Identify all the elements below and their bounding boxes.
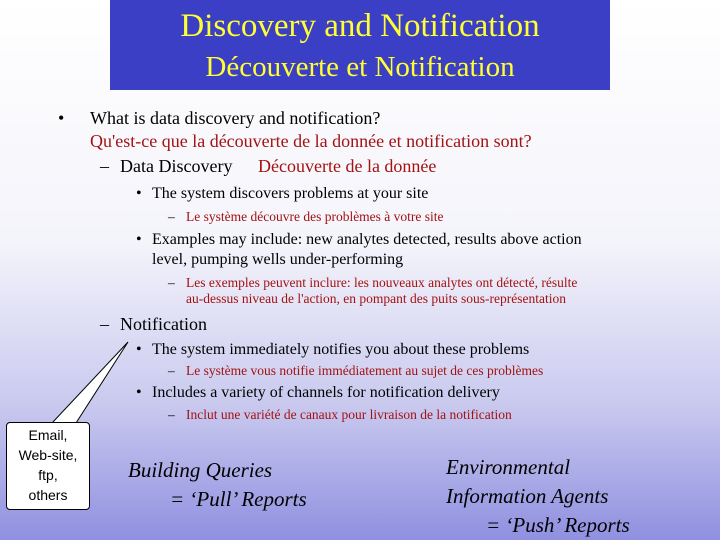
delivery-channels-callout [6, 422, 90, 510]
env-agents-line3: = ‘Push’ Reports [486, 513, 630, 537]
env-agents-line2: Information Agents [446, 484, 609, 508]
discovery-point-2-en-line1: Examples may include: new analytes detected, results above action [152, 231, 582, 248]
callout-line-website: Web-site, [18, 447, 78, 463]
notification-point-2-en: Includes a variety of channels for notification delivery [152, 384, 500, 401]
notification-en: Notification [120, 314, 207, 334]
notification-point-2-fr: Inclut une variété de canaux pour livraison de la notification [186, 407, 512, 422]
data-discovery-en: Data Discovery [120, 156, 233, 176]
main-question-fr: Qu'est-ce que la découverte de la donnée et notification sont? [90, 131, 532, 151]
dash-marker: – [100, 314, 109, 334]
building-queries-line1: Building Queries [128, 458, 273, 482]
env-agents-line1: Environmental [446, 455, 571, 479]
discovery-point-1-fr: Le système découvre des problèmes à votre site [186, 209, 444, 224]
title-french: Découverte et Notification [205, 51, 515, 83]
discovery-point-2-fr-line1: Les exemples peuvent inclure: les nouveaux analytes ont détecté, résulte [186, 275, 578, 290]
notification-point-1-fr: Le système vous notifie immédiatement au sujet de ces problèmes [186, 363, 544, 378]
dash-marker: – [100, 156, 109, 176]
dash-marker: – [168, 363, 175, 378]
callout-line-email: Email, [28, 427, 68, 443]
callout-line-ftp: ftp, [38, 467, 58, 483]
bullet-marker: • [136, 185, 142, 202]
discovery-point-2-fr-line2: au-dessus niveau de l'action, en pompant des puits sous-représentation [186, 291, 566, 306]
bullet-marker: • [136, 231, 142, 248]
dash-marker: – [168, 209, 175, 224]
bullet-marker: • [136, 341, 142, 358]
dash-marker: – [168, 275, 175, 290]
title-banner [110, 0, 610, 90]
notification-point-1-en: The system immediately notifies you about these problems [152, 341, 530, 358]
data-discovery-fr: Découverte de la donnée [258, 156, 437, 176]
discovery-point-2-en-line2: level, pumping wells under-performing [152, 251, 404, 268]
title-english: Discovery and Notification [180, 8, 540, 44]
callout-line-others: others [28, 487, 68, 503]
bullet-marker: • [136, 384, 142, 401]
bullet-marker: • [58, 108, 65, 128]
building-queries-line2: = ‘Pull’ Reports [170, 487, 307, 511]
dash-marker: – [168, 407, 175, 422]
discovery-point-1-en: The system discovers problems at your site [152, 185, 429, 202]
main-question-en: What is data discovery and notification? [90, 108, 381, 128]
